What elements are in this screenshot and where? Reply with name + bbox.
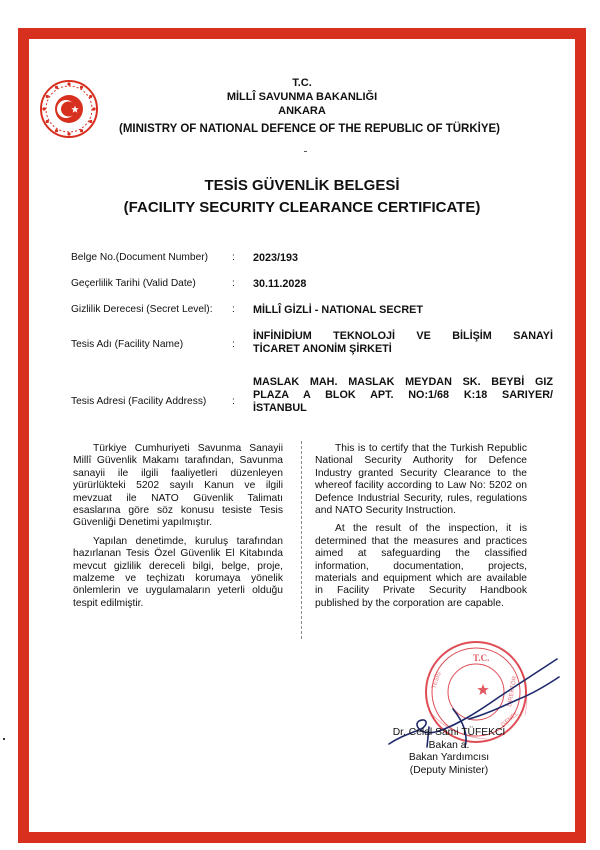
field-value: [253, 330, 553, 356]
header-tc: T.C.: [292, 77, 312, 89]
svg-text:T.C.: T.C.: [473, 653, 490, 663]
field-colon: :: [232, 396, 235, 407]
field-value: 30.11.2028: [253, 278, 307, 290]
signer-name: Dr. Celal Sami TÜFEKCİ: [392, 727, 506, 738]
field-value: MİLLÎ GİZLİ - NATIONAL SECRET: [253, 304, 423, 316]
field-label: Gizlilik Derecesi (Secret Level):: [71, 304, 213, 315]
facility-name-line1: İNFİNİDİUM TEKNOLOJİ VE BİLİŞİM SANAYİ: [253, 330, 553, 342]
divider-mark: [304, 151, 307, 152]
signer-title-2: Bakan Yardımcısı: [408, 752, 490, 763]
svg-text:GENEL: GENEL: [500, 710, 520, 729]
field-label: Belge No.(Document Number): [71, 252, 209, 263]
field-value: [253, 376, 553, 415]
signer-title-1: Bakan a.: [428, 739, 470, 751]
body-text-english: [315, 443, 527, 616]
certificate-body: [29, 39, 575, 832]
svg-text:TESİS: TESİS: [431, 671, 443, 690]
ministry-header: [29, 76, 575, 136]
field-colon: :: [232, 304, 235, 315]
facility-name-line2: TİCARET ANONİM ŞİRKETİ: [253, 343, 392, 355]
scan-speck: [3, 738, 5, 740]
field-label: Geçerlilik Tarihi (Valid Date): [71, 278, 196, 289]
turkish-paragraph-1: Türkiye Cumhuriyeti Savunma Sanayii Millî Güvenlik Makamı tarafından, Savunma sanayii ile ilgili faaliyetleri düzenleyen yürürlükteki 5202 sayılı Kanun ve ilgili mevzuat ile NATO Güvenlik Talimatı esaslarına göre söz konusu tesiste Tesis Güvenliği Denetimi yapılmıştır.: [73, 443, 283, 529]
header-city: ANKARA: [278, 105, 326, 117]
field-colon: :: [232, 339, 235, 350]
english-paragraph-2: At the result of the inspection, it is determined that the measures and practices aimed at safeguarding the classified information, documentation, projects, materials and equipment which are available in Facility Private Security Handbook published by the corporation are capable.: [315, 523, 527, 609]
field-colon: :: [232, 252, 235, 263]
turkish-paragraph-2: Yapılan denetimde, kuruluş tarafından hazırlanan Tesis Özel Güvenlik El Kitabında mevcut gizlilik dereceli bilgi, belge, proje, malzeme ve teçhizatı korumaya yönelik önlemlerin ve uygulamaların yeterli olduğu tespit edilmiştir.: [73, 535, 283, 609]
signer-title-3: (Deputy Minister): [409, 764, 489, 776]
title-turkish: TESİS GÜVENLİK BELGESİ: [204, 177, 400, 194]
address-line2: PLAZA A BLOK APT. NO:1/68 K:18 SARIYER/: [253, 389, 553, 401]
certificate-title: [29, 175, 575, 219]
address-line1: MASLAK MAH. MASLAK MEYDAN SK. BEYBİ GIZ: [253, 376, 553, 388]
body-text-turkish: [73, 443, 283, 616]
column-divider: [301, 441, 302, 639]
address-line3: İSTANBUL: [253, 402, 307, 414]
svg-text:DİREKTÖR: DİREKTÖR: [507, 675, 519, 708]
english-paragraph-1: This is to certify that the Turkish Republic National Security Authority for Defence Industry granted Security Clearance to the whereof facility according to Law No: 5202 on Defence Industrial Security, rules, regulations and NATO Security Instruction.: [315, 443, 527, 517]
signer-block: [369, 727, 529, 777]
field-label: Tesis Adı (Facility Name): [71, 339, 184, 350]
title-english: (FACILITY SECURITY CLEARANCE CERTIFICATE): [123, 199, 481, 216]
field-value: 2023/193: [253, 252, 299, 264]
field-label: Tesis Adresi (Facility Address): [71, 396, 207, 407]
header-english: (MINISTRY OF NATIONAL DEFENCE OF THE REPUBLIC OF TÜRKİYE): [119, 123, 500, 135]
header-ministry: MİLLÎ SAVUNMA BAKANLIĞI: [226, 91, 378, 103]
field-colon: :: [232, 278, 235, 289]
